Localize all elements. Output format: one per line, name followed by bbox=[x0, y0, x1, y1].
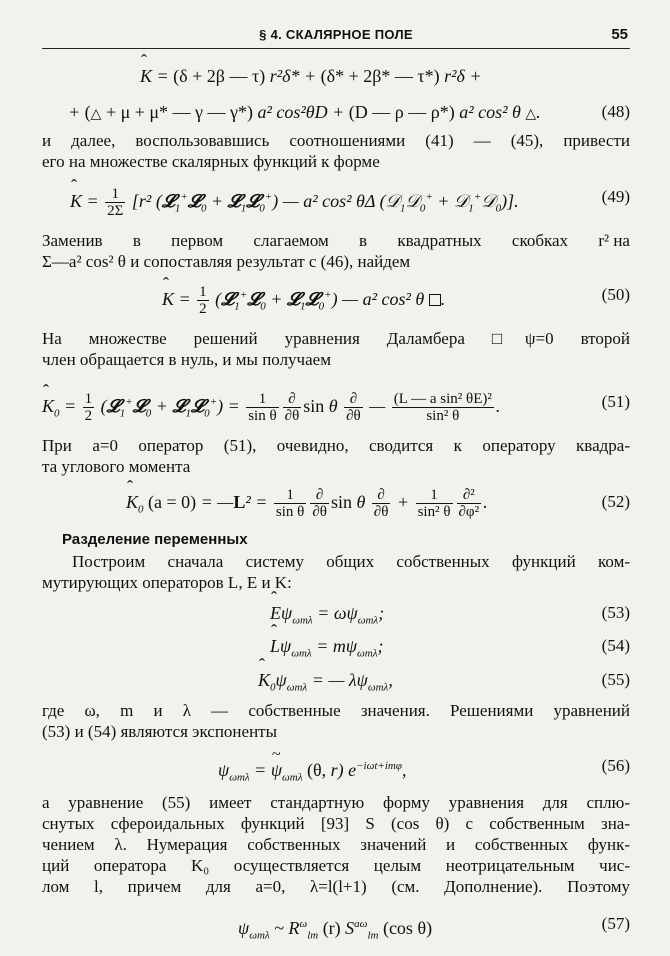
text-line: лом l, причем для a=0, λ=l(l+1) (см. Дополнение). Поэтому bbox=[42, 877, 630, 896]
text-line: На множестве решений уравнения Даламбера □ψ=0 второй bbox=[42, 329, 630, 348]
equation-number: (48) bbox=[601, 102, 630, 121]
text-line: и далее, воспользовавшись соотношениями (41) — (45), привести bbox=[42, 131, 630, 150]
text-line: Заменив в первом слагаемом в квадратных скобках r² на bbox=[42, 231, 630, 250]
equation-54: ˆ $L\psi_{\omega m\lambda} = m\psi_{\omega m\lambda}$; (54) bbox=[42, 626, 630, 666]
equation-49: ˆ K = $\frac{1}{2\Sigma}$ [r² (𝓛$_1$+𝓛$_0$ + 𝓛$_1$𝓛$_0$+) — a² cos² θΔ (𝒟$_1$𝒟$_0$+ + 𝒟$_1$+𝒟$_0$)]. (49) bbox=[42, 177, 630, 217]
equation-50: ˆ K = $\frac{1}{2}$ (𝓛$_1$+𝓛$_0$ + 𝓛$_1$𝓛$_0$+) — a² cos² θ . (50) bbox=[42, 275, 630, 315]
page-header bbox=[42, 22, 630, 49]
equation-number: (56) bbox=[601, 756, 630, 775]
text-line: ций оператора K₀ осуществляется целым неотрицательным чис- bbox=[42, 856, 630, 875]
equation-number: (52) bbox=[601, 492, 630, 511]
text-line: та углового момента bbox=[42, 457, 191, 476]
text-line: где ω, m и λ — собственные значения. Решениями уравнений bbox=[42, 701, 630, 720]
equation-number: (57) bbox=[601, 914, 630, 933]
equation-51: ˆ $K_0$ = $\frac{1}{2}$ (𝓛$_1$+𝓛$_0$ + 𝓛$_1$𝓛$_0$+) = $\frac{1}{\text{sin θ}}$ $\frac{\partial}{\partial\theta}$ sin θ $\frac{\partial}{\partial\theta}$ — $\frac{\text{(L — a sin² θE)²}}{\text{sin² θ}}$ . (51) bbox=[42, 382, 630, 422]
equation-55: ˆ $K_0\psi_{\omega m\lambda}$ = — $\lambda\psi_{\omega m\lambda}$, (55) bbox=[42, 660, 630, 700]
equation-number: (53) bbox=[601, 603, 630, 622]
equation-number: (54) bbox=[601, 636, 630, 655]
section-heading: Разделение переменных bbox=[62, 531, 248, 548]
text-line: чением λ. Нумерация собственных значений и собственных функ- bbox=[42, 835, 630, 854]
text-line: При a=0 оператор (51), очевидно, сводится к оператору квадра- bbox=[42, 436, 630, 455]
running-title: § 4. СКАЛЯРНОЕ ПОЛЕ bbox=[259, 27, 413, 42]
equation-number: (49) bbox=[601, 187, 630, 206]
equation-number: (51) bbox=[601, 392, 630, 411]
page-number: 55 bbox=[611, 26, 628, 43]
equation-53: ˆ $E\psi_{\omega m\lambda} = \omega\psi_{\omega m\lambda}$; (53) bbox=[42, 593, 630, 633]
equation-number: (55) bbox=[601, 670, 630, 689]
text-line: мутирующих операторов L, E и K: bbox=[42, 573, 292, 592]
equation-48: + (△ + μ + μ* — γ — γ*) a² cos²θD + (D — ρ — ρ*) a² cos² θ △. (48) bbox=[42, 92, 630, 132]
text-line: а уравнение (55) имеет стандартную форму уравнения для сплю- bbox=[42, 793, 630, 812]
text-line: снутых сфероидальных функций [93] S (cos θ) с собственным зна- bbox=[42, 814, 630, 833]
equation-number: (50) bbox=[601, 285, 630, 304]
text-line: (53) и (54) являются экспоненты bbox=[42, 722, 278, 741]
equation-48a: ˆ K = (δ + 2β — τ) r²δ* + (δ* + 2β* — τ*) r²δ + bbox=[42, 56, 630, 96]
text-line: его на множестве скалярных функций к форме bbox=[42, 152, 380, 171]
text-line: Построим сначала систему общих собственных функций ком- bbox=[72, 552, 630, 571]
equation-57: $\psi_{\omega m\lambda}$ ~ $R^\omega_{lm}$ (r) $S^{a\omega}_{lm}$ (cos θ) (57) bbox=[42, 904, 630, 944]
text-line: член обращается в нуль, и мы получаем bbox=[42, 350, 331, 369]
equation-56: $\psi_{\omega m\lambda}$ = ~ $\psi_{\omega m\lambda}$ (θ, r) $e^{-i\omega t+im\varphi}$, (56) bbox=[42, 746, 630, 786]
text-line: Σ—a² cos² θ и сопоставляя результат с (46), найдем bbox=[42, 252, 411, 271]
equation-52: ˆ $K_0$ (a = 0) = —L² = $\frac{1}{\text{sin θ}}$ $\frac{\partial}{\partial\theta}$ sin θ $\frac{\partial}{\partial\theta}$ + $\frac{1}{\text{sin² θ}}$ $\frac{\text{∂²}}{\text{∂φ²}}$ . (52) bbox=[42, 482, 630, 522]
